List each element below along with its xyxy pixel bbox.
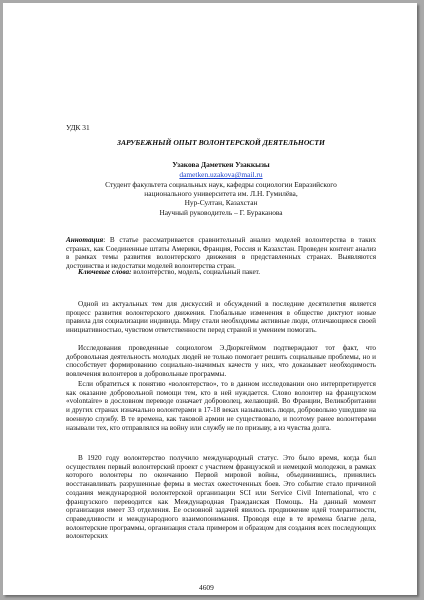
keywords-text: волонтерство, модель, социальный пакет.: [131, 268, 261, 276]
affiliation-block: [66, 180, 376, 217]
keywords: [66, 268, 376, 277]
page-number: 4609: [199, 583, 214, 592]
affiliation-line: Студент факультета социальных наук, кафедры социологии Евразийского: [105, 180, 337, 189]
affiliation-line: Научный руководитель – Г. Бураканова: [159, 207, 283, 217]
document-page: [3, 3, 417, 595]
author-name: Узакова Даметкен Узаккызы: [172, 160, 270, 169]
keywords-label: Ключевые слова:: [78, 268, 132, 276]
author-email[interactable]: dametken.uzakova@mail.ru: [179, 170, 263, 179]
body-paragraph: Если обратиться к понятию «волонтерство», то в данном исследовании оно интерпретируется как оказание добровольной помощи тем, кто в ней нуждается. Слово волонтер на французском «volontaire» в дословном переводе означает доброволец, желающий. Во Франции, Великобритании и других странах изначально волонтерами в 17-18 веках назывались люди, добровольно ушедшие на военную службу. В те времена, как таковой армии не существовало, и поэтому ранее волонтерами называли тех, кто отправлялся на войну или службу не по призыву, а из чувства долга.: [66, 380, 376, 432]
body-paragraph: В 1920 году волонтерство получило международный статус. Это было время, когда был осуществлен первый волонтерский проект с участием французской и немецкой молодежи, в рамках которого волонтеры по окончанию Первой мировой войны, объединившись, принялись восстанавливать разрушенные фермы в местах ожесточенных боев. Это событие стало причиной создания международной волонтерской организации SCI или Service Civil International, что с французского переводится как Международная Гражданская Помощь. На данный момент организация имеет 33 отделения. Ее основной задачей явилось продвижение идей толерантности, справедливости и международного взаимопонимания. Проводя еще в те времена благие дела, волонтерские программы, организация стала примером и образцом для создания всех последующих волонтерских: [66, 454, 376, 541]
abstract-label: Аннотация: [66, 236, 104, 244]
body-paragraph: Исследования проведенные социологом Э.Дюркгеймом подтверждают тот факт, что добровольная деятельность молодых людей не только помогает решить социальные проблемы, но и способствует формированию социально-значимых качеств у них, что доказывает необходимость вовлечения волонтеров в добровольные программы.: [66, 344, 376, 379]
udk-code: УДК 31: [66, 123, 90, 132]
abstract: [66, 236, 376, 271]
affiliation-line: национального университета им. Л.Н. Гумилёва,: [144, 189, 298, 199]
body-paragraph: Одной из актуальных тем для дискуссий и обсуждений в последние десятилетия является процесс развития волонтерского движения. Глобальные изменения в обществе диктуют новые правила для социализации индивида. Миру стали необходимы активные люди, отличающиеся своей инициативностью, чувством ответственности перед страной и умением помогать.: [66, 300, 376, 335]
affiliation-line: Нур-Султан, Казахстан: [184, 198, 258, 208]
article-title: ЗАРУБЕЖНЫЙ ОПЫТ ВОЛОНТЕРСКОЙ ДЕЯТЕЛЬНОСТИ: [117, 138, 325, 147]
abstract-text: : В статье рассматривается сравнительный анализ моделей волонтерства в таких странах, как Соединенные штаты Америки, Франция, Россия и Казахстан. Проведен контент анализ в рамках темы развития волонтерского движения в представленных странах. Выявляются достоинства и недостатки моделей волонтерства стран.: [66, 236, 376, 271]
